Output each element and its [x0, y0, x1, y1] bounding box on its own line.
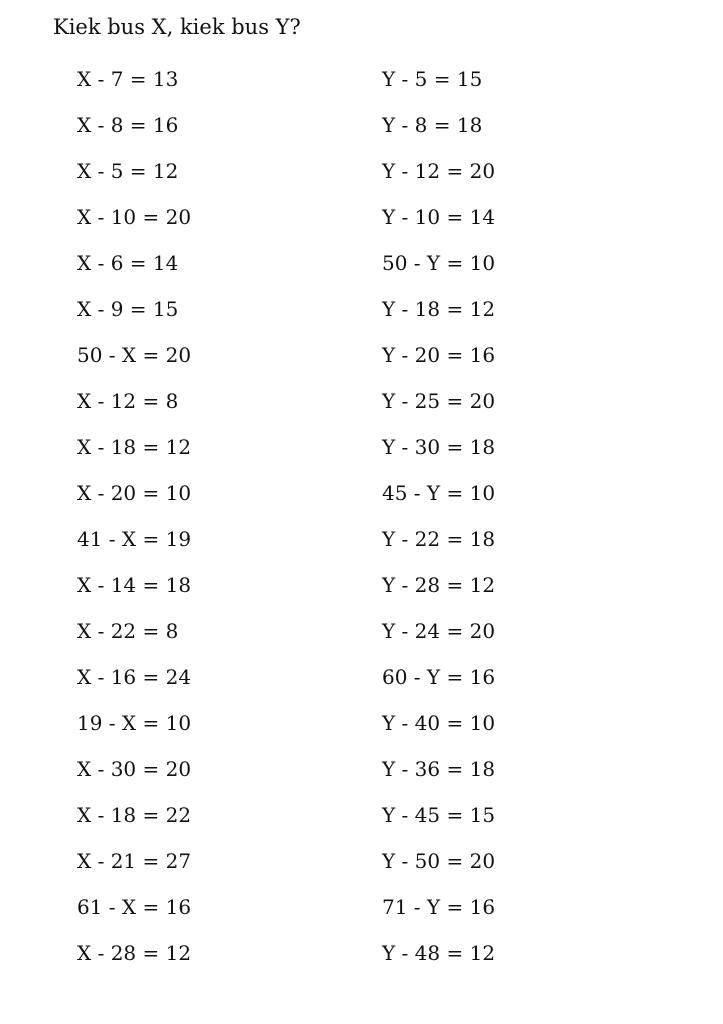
equation-x: X - 14 = 18 — [77, 573, 192, 597]
equation-y: Y - 45 = 15 — [382, 803, 496, 827]
equation-x: X - 18 = 22 — [77, 803, 192, 827]
equation-y: Y - 24 = 20 — [382, 619, 496, 643]
equation-y: Y - 12 = 20 — [382, 159, 496, 183]
equation-x: X - 8 = 16 — [77, 113, 179, 137]
equation-y: 71 - Y = 16 — [382, 895, 496, 919]
equation-x: X - 12 = 8 — [77, 389, 179, 413]
equation-y: Y - 10 = 14 — [382, 205, 496, 229]
equation-y: Y - 40 = 10 — [382, 711, 496, 735]
equation-y: Y - 22 = 18 — [382, 527, 496, 551]
equation-x: 61 - X = 16 — [77, 895, 192, 919]
equation-y: Y - 8 = 18 — [382, 113, 483, 137]
equation-x: X - 5 = 12 — [77, 159, 179, 183]
equation-x: X - 6 = 14 — [77, 251, 179, 275]
equation-x: 50 - X = 20 — [77, 343, 192, 367]
equation-x: X - 28 = 12 — [77, 941, 192, 965]
equation-y: Y - 25 = 20 — [382, 389, 496, 413]
equation-y: 45 - Y = 10 — [382, 481, 496, 505]
equation-y: Y - 20 = 16 — [382, 343, 496, 367]
equation-y: Y - 30 = 18 — [382, 435, 496, 459]
equation-y: Y - 50 = 20 — [382, 849, 496, 873]
equation-x: 41 - X = 19 — [77, 527, 192, 551]
equation-x: X - 10 = 20 — [77, 205, 192, 229]
equation-x: X - 9 = 15 — [77, 297, 179, 321]
equation-y: Y - 36 = 18 — [382, 757, 496, 781]
equation-y: Y - 48 = 12 — [382, 941, 496, 965]
equation-x: 19 - X = 10 — [77, 711, 192, 735]
equation-y: Y - 18 = 12 — [382, 297, 496, 321]
x-equations-column — [77, 62, 337, 982]
equation-x: X - 7 = 13 — [77, 67, 179, 91]
equation-y: Y - 28 = 12 — [382, 573, 496, 597]
y-equations-column — [382, 62, 642, 982]
equation-x: X - 18 = 12 — [77, 435, 192, 459]
equation-x: X - 21 = 27 — [77, 849, 192, 873]
equation-y: Y - 5 = 15 — [382, 67, 483, 91]
equation-x: X - 16 = 24 — [77, 665, 192, 689]
equation-x: X - 20 = 10 — [77, 481, 192, 505]
worksheet-title: Kiek bus X, kiek bus Y? — [53, 15, 301, 39]
equation-x: X - 22 = 8 — [77, 619, 179, 643]
equation-y: 60 - Y = 16 — [382, 665, 496, 689]
equation-y: 50 - Y = 10 — [382, 251, 496, 275]
equation-x: X - 30 = 20 — [77, 757, 192, 781]
